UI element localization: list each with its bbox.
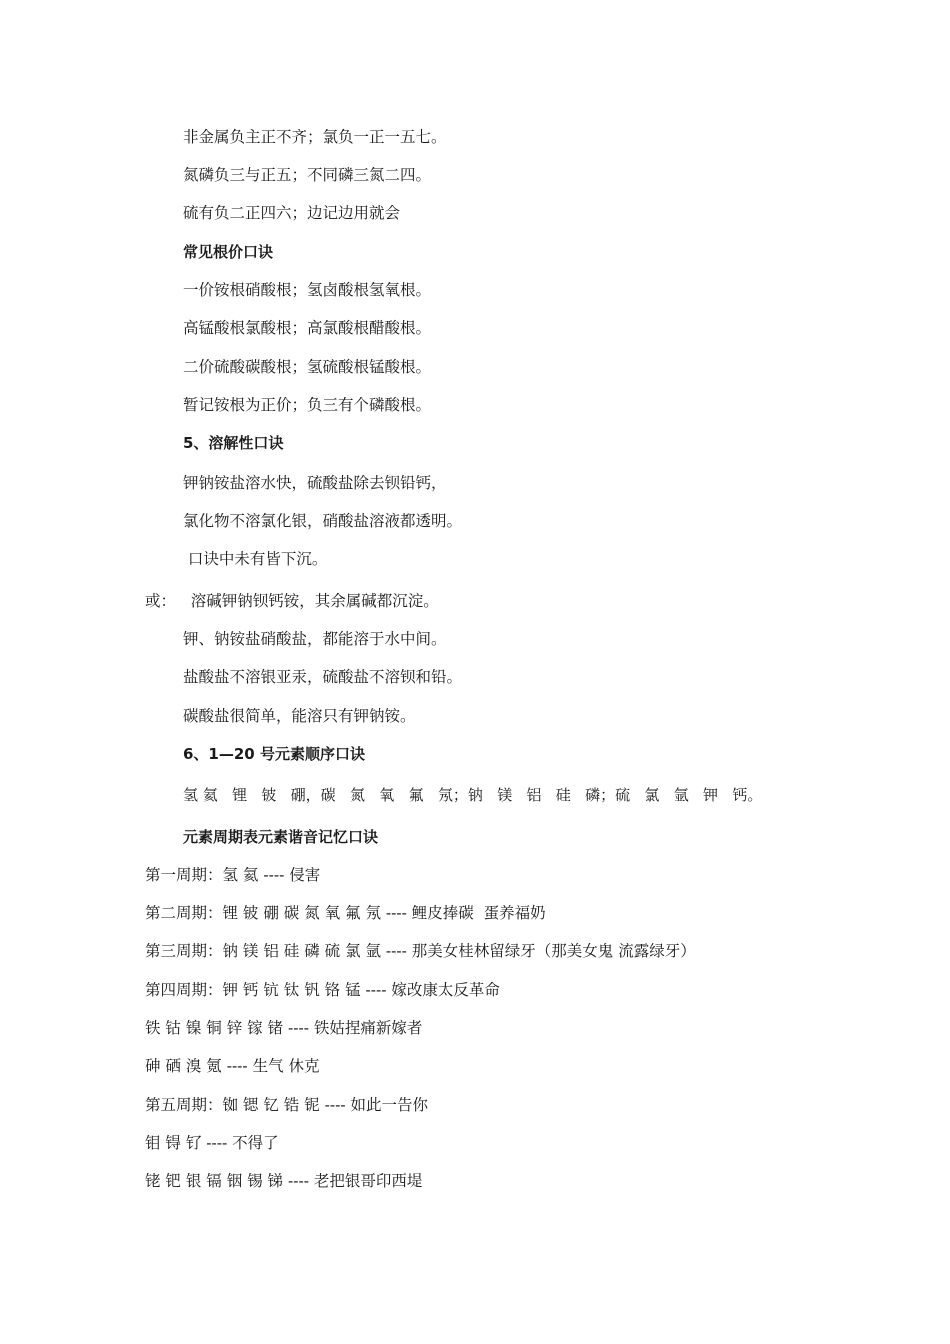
text-line: 氮磷负三与正五；不同磷三氮二四。: [183, 166, 432, 184]
text-line: 钾钠铵盐溶水快，硫酸盐除去钡铅钙，: [183, 474, 447, 492]
text-line: 暂记铵根为正价；负三有个磷酸根。: [183, 396, 432, 414]
text-line: 二价硫酸碳酸根；氢硫酸根锰酸根。: [183, 358, 432, 376]
text-line: 第一周期：氢 氦 ---- 侵害: [145, 866, 321, 884]
text-line: 第四周期：钾 钙 钪 钛 钒 铬 锰 ---- 嫁改康太反革命: [145, 981, 500, 999]
section-heading: 元素周期表元素谐音记忆口诀: [183, 828, 379, 846]
text-line: 铑 钯 银 镉 铟 锡 锑 ---- 老把银哥印西堤: [145, 1172, 423, 1190]
text-line: 一价铵根硝酸根；氢卤酸根氢氧根。: [183, 281, 432, 299]
text-line: 氢 氦 锂 铍 硼，碳 氮 氧 氟 氖；钠 镁 铝 硅 磷；硫 氯 氩 钾 钙。: [183, 786, 763, 804]
text-line: 高锰酸根氯酸根；高氯酸根醋酸根。: [183, 319, 432, 337]
text-line: 砷 硒 溴 氪 ---- 生气 休克: [145, 1057, 320, 1075]
text-line: 第三周期：钠 镁 铝 硅 磷 硫 氯 氩 ---- 那美女桂林留绿牙（那美女鬼 流露绿牙）: [145, 942, 696, 960]
text-line: 钼 锝 钌 ---- 不得了: [145, 1134, 279, 1152]
text-line: 硫有负二正四六；边记边用就会: [183, 204, 401, 222]
section-heading: 常见根价口诀: [183, 243, 274, 261]
text-line: 碳酸盐很简单，能溶只有钾钠铵。: [183, 707, 416, 725]
text-line: 第二周期：锂 铍 硼 碳 氮 氧 氟 氖 ---- 鲤皮捧碳 蛋养福奶: [145, 904, 546, 922]
section-heading: 5、溶解性口诀: [183, 434, 284, 452]
text-line: 盐酸盐不溶银亚汞，硫酸盐不溶钡和铅。: [183, 668, 463, 686]
section-heading: 6、1—20 号元素顺序口诀: [183, 745, 365, 763]
text-line: 钾、钠铵盐硝酸盐，都能溶于水中间。: [183, 630, 447, 648]
text-line: 第五周期：铷 锶 钇 锆 铌 ---- 如此一告你: [145, 1096, 429, 1114]
text-line: 口诀中未有皆下沉。: [183, 550, 328, 568]
text-line: 非金属负主正不齐；氯负一正一五七。: [183, 128, 447, 146]
text-line: 氯化物不溶氯化银，硝酸盐溶液都透明。: [183, 512, 463, 530]
text-line: 或： 溶碱钾钠钡钙铵，其余属碱都沉淀。: [145, 592, 439, 610]
text-line: 铁 钴 镍 铜 锌 镓 锗 ---- 铁姑捏痛新嫁者: [145, 1019, 423, 1037]
